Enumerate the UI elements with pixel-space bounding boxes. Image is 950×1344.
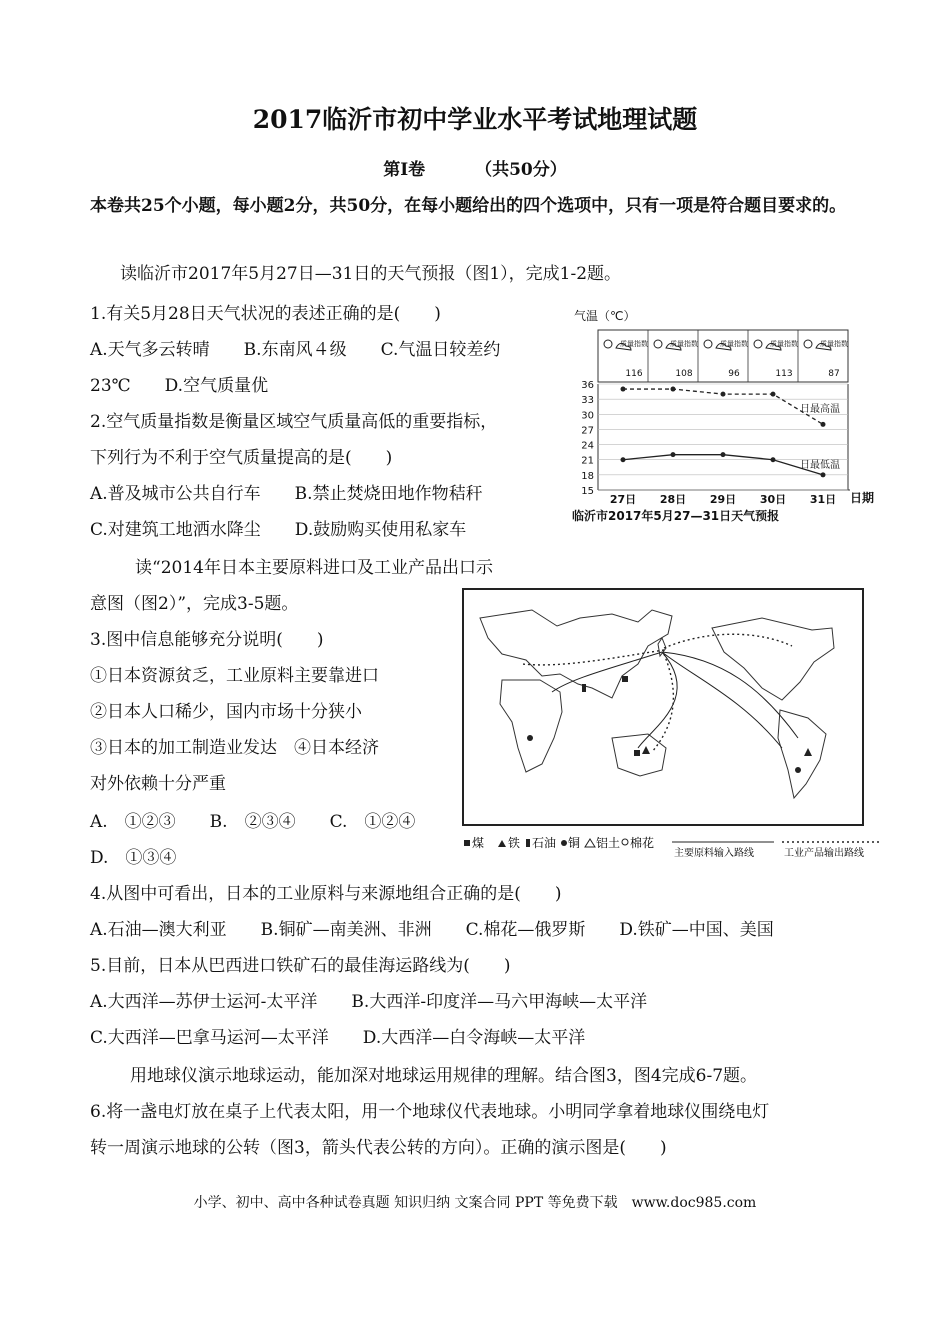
chart-title: 临沂市2017年5月27—31日天气预报 xyxy=(572,509,780,523)
y-tick-label: 36 xyxy=(581,380,594,391)
intro-text: 用地球仪演示地球运动，能加深对地球运用规律的理解。结合图3，图4完成6-7题。 xyxy=(130,1066,758,1086)
question-6: 6.将一盏电灯放在桌子上代表太阳，用一个地球仪代表地球。小明同学拿着地球仪围绕电灯 xyxy=(90,1102,770,1122)
weather-icon xyxy=(604,340,612,348)
weather-icon xyxy=(654,340,662,348)
intro-text: 读临沂市2017年5月27日—31日的天气预报（图1），完成1-2题。 xyxy=(120,264,622,284)
y-tick-label: 21 xyxy=(581,455,594,467)
air-quality-value: 116 xyxy=(625,369,643,379)
data-point xyxy=(771,392,776,397)
air-quality-value: 108 xyxy=(675,369,693,379)
data-point xyxy=(721,452,726,457)
air-quality-label: 质量指数 xyxy=(670,340,698,348)
question-2-options: C.对建筑工地洒水降尘 D.鼓励购买使用私家车 xyxy=(90,520,467,540)
y-tick-label: 18 xyxy=(581,470,594,482)
question-3-statement: 对外依赖十分严重 xyxy=(90,774,226,794)
data-point xyxy=(771,457,776,462)
coal-icon xyxy=(622,676,628,682)
question-3-statement: ①日本资源贫乏，工业原料主要靠进口 xyxy=(90,666,379,686)
question-2-options: A.普及城市公共自行车 B.禁止焚烧田地作物秸秆 xyxy=(90,484,483,504)
x-tick-label: 30日 xyxy=(759,493,787,506)
legend-coal: 煤 xyxy=(472,836,485,850)
question-3-statement: ③日本的加工制造业发达 ④日本经济 xyxy=(90,738,379,758)
question-5: 5.目前，日本从巴西进口铁矿石的最佳海运路线为( ) xyxy=(90,956,511,976)
weather-forecast-chart xyxy=(568,300,880,528)
cotton-icon xyxy=(622,839,628,845)
legend-cotton: 棉花 xyxy=(630,836,655,850)
air-quality-label: 质量指数 xyxy=(820,340,848,348)
air-quality-value: 96 xyxy=(728,369,740,379)
section-name: 第Ⅰ卷 xyxy=(383,160,426,180)
series-label-high: 日最高温 xyxy=(800,404,840,415)
page-title: 2017临沂市初中学业水平考试地理试题 xyxy=(252,105,698,134)
instructions: 本卷共25个小题，每小题2分，共50分，在每小题给出的四个选项中，只有一项是符合题目要求的。 xyxy=(90,196,847,216)
data-point xyxy=(721,392,726,397)
y-axis-label: 气温（℃） xyxy=(574,309,636,323)
world-trade-map xyxy=(462,588,890,864)
bauxite-icon xyxy=(585,839,595,847)
question-1: 1.有关5月28日天气状况的表述正确的是( ) xyxy=(90,304,441,324)
question-5-options: A.大西洋—苏伊士运河-太平洋 B.大西洋-印度洋—马六甲海峡—太平洋 xyxy=(90,992,648,1012)
weather-icon xyxy=(754,340,762,348)
question-2: 2.空气质量指数是衡量区域空气质量高低的重要指标， xyxy=(90,412,498,432)
copper-icon xyxy=(561,840,567,846)
page-footer: 小学、初中、高中各种试卷真题 知识归纳 文案合同 PPT 等免费下载 www.doc985.com xyxy=(193,1195,757,1211)
copper-icon xyxy=(795,767,801,773)
question-5-options: C.大西洋—巴拿马运河—太平洋 D.大西洋—白令海峡—太平洋 xyxy=(90,1028,586,1048)
y-tick-label: 15 xyxy=(581,486,594,497)
data-point xyxy=(621,457,626,462)
air-quality-label: 质量指数 xyxy=(620,340,648,348)
x-tick-label: 31日 xyxy=(809,493,837,506)
question-3-options: A. ①②③ B. ②③④ C. ①②④ xyxy=(90,812,416,832)
copper-icon xyxy=(527,735,533,741)
air-quality-value: 113 xyxy=(775,369,793,379)
question-4-options: A.石油—澳大利亚 B.铜矿—南美洲、非洲 C.棉花—俄罗斯 D.铁矿—中国、美国 xyxy=(90,920,774,940)
data-point xyxy=(671,452,676,457)
x-tick-label: 28日 xyxy=(659,493,687,506)
question-1-options: A.天气多云转晴 B.东南风４级 C.气温日较差约 xyxy=(90,340,501,360)
y-tick-label: 33 xyxy=(581,395,594,407)
weather-icon xyxy=(804,340,812,348)
series-line-low xyxy=(623,455,823,475)
section-points: （共50分） xyxy=(475,160,567,180)
air-quality-label: 质量指数 xyxy=(770,340,798,348)
map-legend xyxy=(464,835,882,859)
question-3: 3.图中信息能够充分说明( ) xyxy=(90,630,324,650)
x-axis-label: 日期 xyxy=(850,491,875,505)
air-quality-value: 87 xyxy=(828,369,840,379)
coal-icon xyxy=(634,750,640,756)
y-tick-label: 30 xyxy=(581,410,594,422)
data-point xyxy=(821,472,826,477)
legend-copper: 铜 xyxy=(568,836,581,850)
question-3-statement: ②日本人口稀少，国内市场十分狭小 xyxy=(90,702,362,722)
question-2: 下列行为不利于空气质量提高的是( ) xyxy=(90,448,393,468)
air-quality-label: 质量指数 xyxy=(720,340,748,348)
iron-icon xyxy=(498,840,506,847)
oil-icon xyxy=(526,839,530,847)
section-heading xyxy=(0,155,950,180)
intro-text: 读“2014年日本主要原料进口及工业产品出口示 xyxy=(135,558,493,578)
weather-icon xyxy=(704,340,712,348)
y-tick-label: 27 xyxy=(581,425,594,437)
legend-export-route: 工业产品输出路线 xyxy=(784,848,864,859)
intro-text: 意图（图2）”，完成3-5题。 xyxy=(90,594,299,614)
x-tick-label: 29日 xyxy=(709,493,737,506)
legend-bauxite: 铝土 xyxy=(596,836,621,850)
question-6: 转一周演示地球的公转（图3，箭头代表公转的方向）。正确的演示图是( ) xyxy=(90,1138,667,1158)
question-4: 4.从图中可看出，日本的工业原料与来源地组合正确的是( ) xyxy=(90,884,562,904)
y-tick-label: 24 xyxy=(581,440,594,452)
series-label-low: 日最低温 xyxy=(800,460,840,471)
coal-icon xyxy=(464,840,470,846)
question-3-options: D. ①③④ xyxy=(90,848,177,868)
data-point xyxy=(621,387,626,392)
question-1-options: 23℃ D.空气质量优 xyxy=(90,376,269,396)
legend-oil: 石油 xyxy=(532,836,557,850)
data-point xyxy=(821,422,826,427)
legend-iron: 铁 xyxy=(508,836,521,850)
x-tick-label: 27日 xyxy=(609,493,637,506)
legend-import-route: 主要原料输入路线 xyxy=(674,848,754,859)
oil-icon xyxy=(582,684,586,692)
data-point xyxy=(671,387,676,392)
